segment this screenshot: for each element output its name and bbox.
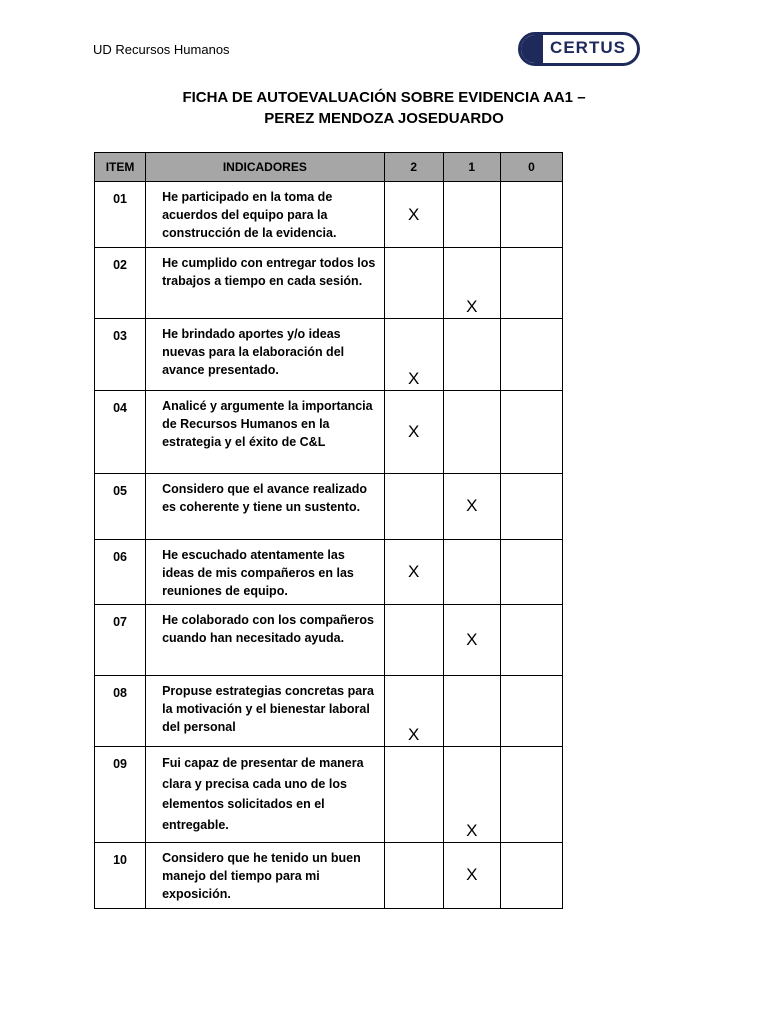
score-mark: X — [466, 297, 478, 317]
score-mark: X — [466, 496, 478, 516]
score-mark: X — [407, 421, 420, 441]
indicator-text: Considero que he tenido un buen manejo del tiempo para mi exposición. — [146, 842, 385, 908]
score-0-cell — [500, 390, 562, 473]
indicator-text: He participado en la toma de acuerdos del equipo para la construcción de la evidencia. — [146, 182, 385, 248]
indicator-text: He brindado aportes y/o ideas nuevas para la elaboración del avance presentado. — [146, 319, 385, 390]
header-score-2: 2 — [384, 153, 443, 182]
score-mark: X — [407, 725, 420, 745]
table-row — [95, 248, 563, 319]
item-number: 03 — [95, 319, 146, 390]
score-0-cell — [500, 842, 562, 908]
table-row — [95, 390, 563, 473]
table-row — [95, 319, 563, 390]
score-1-cell — [443, 842, 500, 908]
table-row — [95, 842, 563, 908]
score-2-cell — [384, 605, 443, 676]
item-number: 10 — [95, 842, 146, 908]
item-number: 09 — [95, 747, 146, 842]
score-0-cell — [500, 182, 562, 248]
table-header-row — [95, 153, 563, 182]
table-row — [95, 605, 563, 676]
table-row — [95, 182, 563, 248]
logo-text: CERTUS — [550, 38, 626, 57]
score-1-cell — [443, 319, 500, 390]
table-row — [95, 747, 563, 842]
score-mark: X — [407, 562, 420, 582]
score-2-cell — [384, 473, 443, 539]
department-label: UD Recursos Humanos — [93, 42, 230, 57]
logo-accent — [521, 35, 543, 63]
page-title-line-2: PEREZ MENDOZA JOSEDUARDO — [264, 110, 504, 127]
indicator-text: Fui capaz de presentar de manera clara y precisa cada uno de los elementos solicitados en el entregable. — [146, 747, 385, 842]
score-mark: X — [466, 630, 478, 650]
score-1-cell — [443, 605, 500, 676]
indicator-text: He cumplido con entregar todos los trabajos a tiempo en cada sesión. — [146, 248, 385, 319]
score-1-cell — [443, 676, 500, 747]
score-2-cell — [384, 539, 443, 604]
score-0-cell — [500, 248, 562, 319]
evaluation-table — [94, 152, 563, 909]
score-0-cell — [500, 605, 562, 676]
score-0-cell — [500, 319, 562, 390]
score-2-cell — [384, 676, 443, 747]
score-mark: X — [407, 368, 420, 388]
score-2-cell — [384, 747, 443, 842]
score-0-cell — [500, 473, 562, 539]
indicator-text: Propuse estrategias concretas para la motivación y el bienestar laboral del personal — [146, 676, 385, 747]
indicator-text: He colaborado con los compañeros cuando han necesitado ayuda. — [146, 605, 385, 676]
item-number: 08 — [95, 676, 146, 747]
score-1-cell — [443, 539, 500, 604]
score-mark: X — [466, 865, 478, 885]
score-0-cell — [500, 539, 562, 604]
item-number: 06 — [95, 539, 146, 604]
header-item: ITEM — [95, 153, 146, 182]
item-number: 02 — [95, 248, 146, 319]
table-row — [95, 473, 563, 539]
score-2-cell — [384, 319, 443, 390]
table-row — [95, 676, 563, 747]
score-mark: X — [466, 820, 478, 840]
indicator-text: Analicé y argumente la importancia de Recursos Humanos en la estrategia y el éxito de C&L — [146, 390, 385, 473]
item-number: 04 — [95, 390, 146, 473]
score-2-cell — [384, 248, 443, 319]
score-1-cell — [443, 473, 500, 539]
page-title-line-1: FICHA DE AUTOEVALUACIÓN SOBRE EVIDENCIA AA1 – — [182, 89, 586, 106]
item-number: 07 — [95, 605, 146, 676]
score-2-cell — [384, 182, 443, 248]
score-mark: X — [407, 204, 420, 224]
header-score-0: 0 — [500, 153, 562, 182]
score-0-cell — [500, 747, 562, 842]
table-row — [95, 539, 563, 604]
certus-logo — [518, 32, 640, 66]
indicator-text: He escuchado atentamente las ideas de mis compañeros en las reuniones de equipo. — [146, 539, 385, 604]
score-1-cell — [443, 390, 500, 473]
score-2-cell — [384, 390, 443, 473]
score-1-cell — [443, 248, 500, 319]
score-1-cell — [443, 182, 500, 248]
indicator-text: Considero que el avance realizado es coherente y tiene un sustento. — [146, 473, 385, 539]
item-number: 05 — [95, 473, 146, 539]
item-number: 01 — [95, 182, 146, 248]
score-2-cell — [384, 842, 443, 908]
header-indicators: INDICADORES — [146, 153, 385, 182]
score-1-cell — [443, 747, 500, 842]
score-0-cell — [500, 676, 562, 747]
header-score-1: 1 — [443, 153, 500, 182]
